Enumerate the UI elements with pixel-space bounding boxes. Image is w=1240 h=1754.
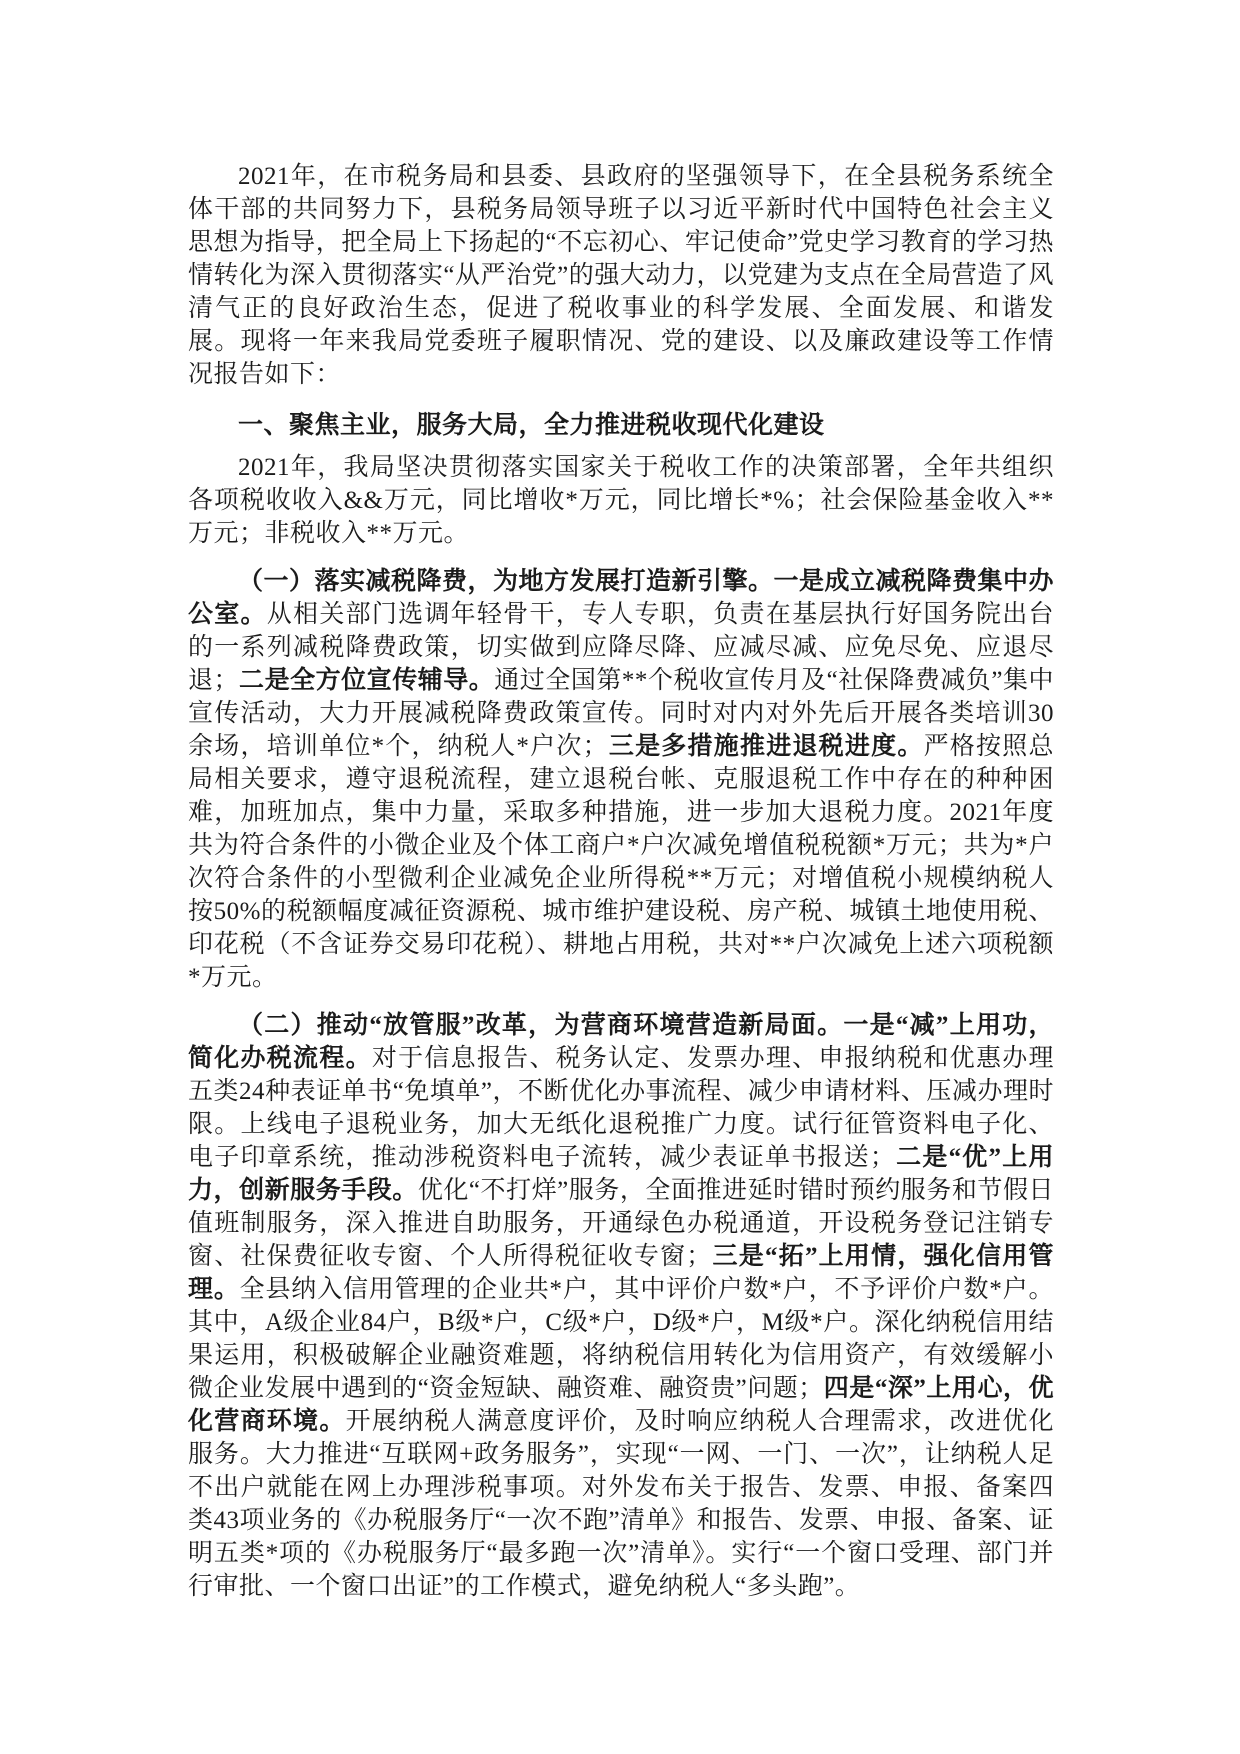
subsection-2-point-2-bold-run: 二是“优”上用力，创新服务手段。 xyxy=(188,1144,1054,1204)
subsection-1-text-run: 严格按照总局相关要求，遵守退税流程，建立退税台帐、克服退税工作中存在的种种困难，加班加点，集中力量，采取多种措施，进一步加大退税力度。2021年度共为符合条件的小微企业及个体工商户*户次减免增值税税额*万元；共为*户次符合条件的小型微利企业减免企业所得税**万元；对增值税小规模纳税人按50%的税额幅度减征资源税、城市维护建设税、房产税、城镇土地使用税、印花税（不含证券交易印花税）、耕地占用税，共对**户次减免上述六项税额*万元。 xyxy=(188,733,1054,991)
subsection-1-point-3-bold-run: 三是多措施推进退税进度。 xyxy=(608,733,924,760)
subsection-1-text-run: 从相关部门选调年轻骨干，专人专职，负责在基层执行好国务院出台的一系列减税降费政策，切实做到应降尽降、应减尽减、应免尽免、应退尽退； xyxy=(188,601,1054,694)
section-1-overview-paragraph xyxy=(188,451,1054,550)
subsection-1-text-run: 通过全国第**个税收宣传月及“社保降费减负”集中宣传活动，大力开展减税降费政策宣传。同时对内对外先后开展各类培训30余场，培训单位*个，纳税人*户次； xyxy=(188,667,1054,760)
subsection-2-text-run: 对于信息报告、税务认定、发票办理、申报纳税和优惠办理五类24种表证单书“免填单”，不断优化办事流程、减少申请材料、压减办理时限。上线电子退税业务，加大无纸化退税推广力度。试行征管资料电子化、电子印章系统，推动涉税资料电子流转，减少表证单书报送； xyxy=(188,1045,1054,1171)
subsection-2-text-run: 优化“不打烊”服务，全面推进延时错时预约服务和节假日值班制服务，深入推进自助服务，开通绿色办税通道，开设税务登记注销专窗、社保费征收专窗、个人所得税征收专窗； xyxy=(188,1177,1054,1270)
subsection-2-point-4-bold-run: 四是“深”上用心，优化营商环境。 xyxy=(188,1375,1054,1435)
subsection-2-point-3-bold-run: 三是“拓”上用情，强化信用管理。 xyxy=(188,1243,1054,1303)
subsection-1-point-2-bold-run: 二是全方位宣传辅导。 xyxy=(239,667,495,694)
subsection-2-text-run: 全县纳入信用管理的企业共*户，其中评价户数*户，不予评价户数*户。其中，A级企业84户，B级*户，C级*户，D级*户，M级*户。深化纳税信用结果运用，积极破解企业融资难题，将纳税信用转化为信用资产，有效缓解小微企业发展中遇到的“资金短缺、融资难、融资贵”问题； xyxy=(188,1276,1054,1402)
section-1-heading xyxy=(188,409,1054,442)
subsection-1-paragraph xyxy=(188,565,1054,994)
subsection-2-lead-bold-run: （二）推动“放管服”改革，为营商环境营造新局面。一是“减”上用功，简化办税流程。 xyxy=(188,1012,1054,1072)
subsection-2-paragraph xyxy=(188,1009,1054,1603)
section-1-overview-text: 2021年，我局坚决贯彻落实国家关于税收工作的决策部署，全年共组织各项税收收入&&万元，同比增收*万元，同比增长*%；社会保险基金收入**万元；非税收入**万元。 xyxy=(188,454,1054,547)
intro-paragraph xyxy=(188,160,1054,391)
subsection-1-lead-bold-run: （一）落实减税降费，为地方发展打造新引擎。一是成立减税降费集中办公室。 xyxy=(188,568,1055,628)
intro-paragraph-text: 2021年，在市税务局和县委、县政府的坚强领导下，在全县税务系统全体干部的共同努力下，县税务局领导班子以习近平新时代中国特色社会主义思想为指导，把全局上下扬起的“不忘初心、牢记使命”党史学习教育的学习热情转化为深入贯彻落实“从严治党”的强大动力，以党建为支点在全局营造了风清气正的良好政治生态，促进了税收事业的科学发展、全面发展、和谐发展。现将一年来我局党委班子履职情况、党的建设、以及廉政建设等工作情况报告如下： xyxy=(188,163,1054,388)
section-1-heading-text: 一、聚焦主业，服务大局，全力推进税收现代化建设 xyxy=(238,411,825,439)
subsection-2-text-run: 开展纳税人满意度评价，及时响应纳税人合理需求，改进优化服务。大力推进“互联网+政务服务”，实现“一网、一门、一次”，让纳税人足不出户就能在网上办理涉税事项。对外发布关于报告、发票、申报、备案四类43项业务的《办税服务厅“一次不跑”清单》和报告、发票、申报、备案、证明五类*项的《办税服务厅“最多跑一次”清单》。实行“一个窗口受理、部门并行审批、一个窗口出证”的工作模式，避免纳税人“多头跑”。 xyxy=(188,1408,1054,1600)
